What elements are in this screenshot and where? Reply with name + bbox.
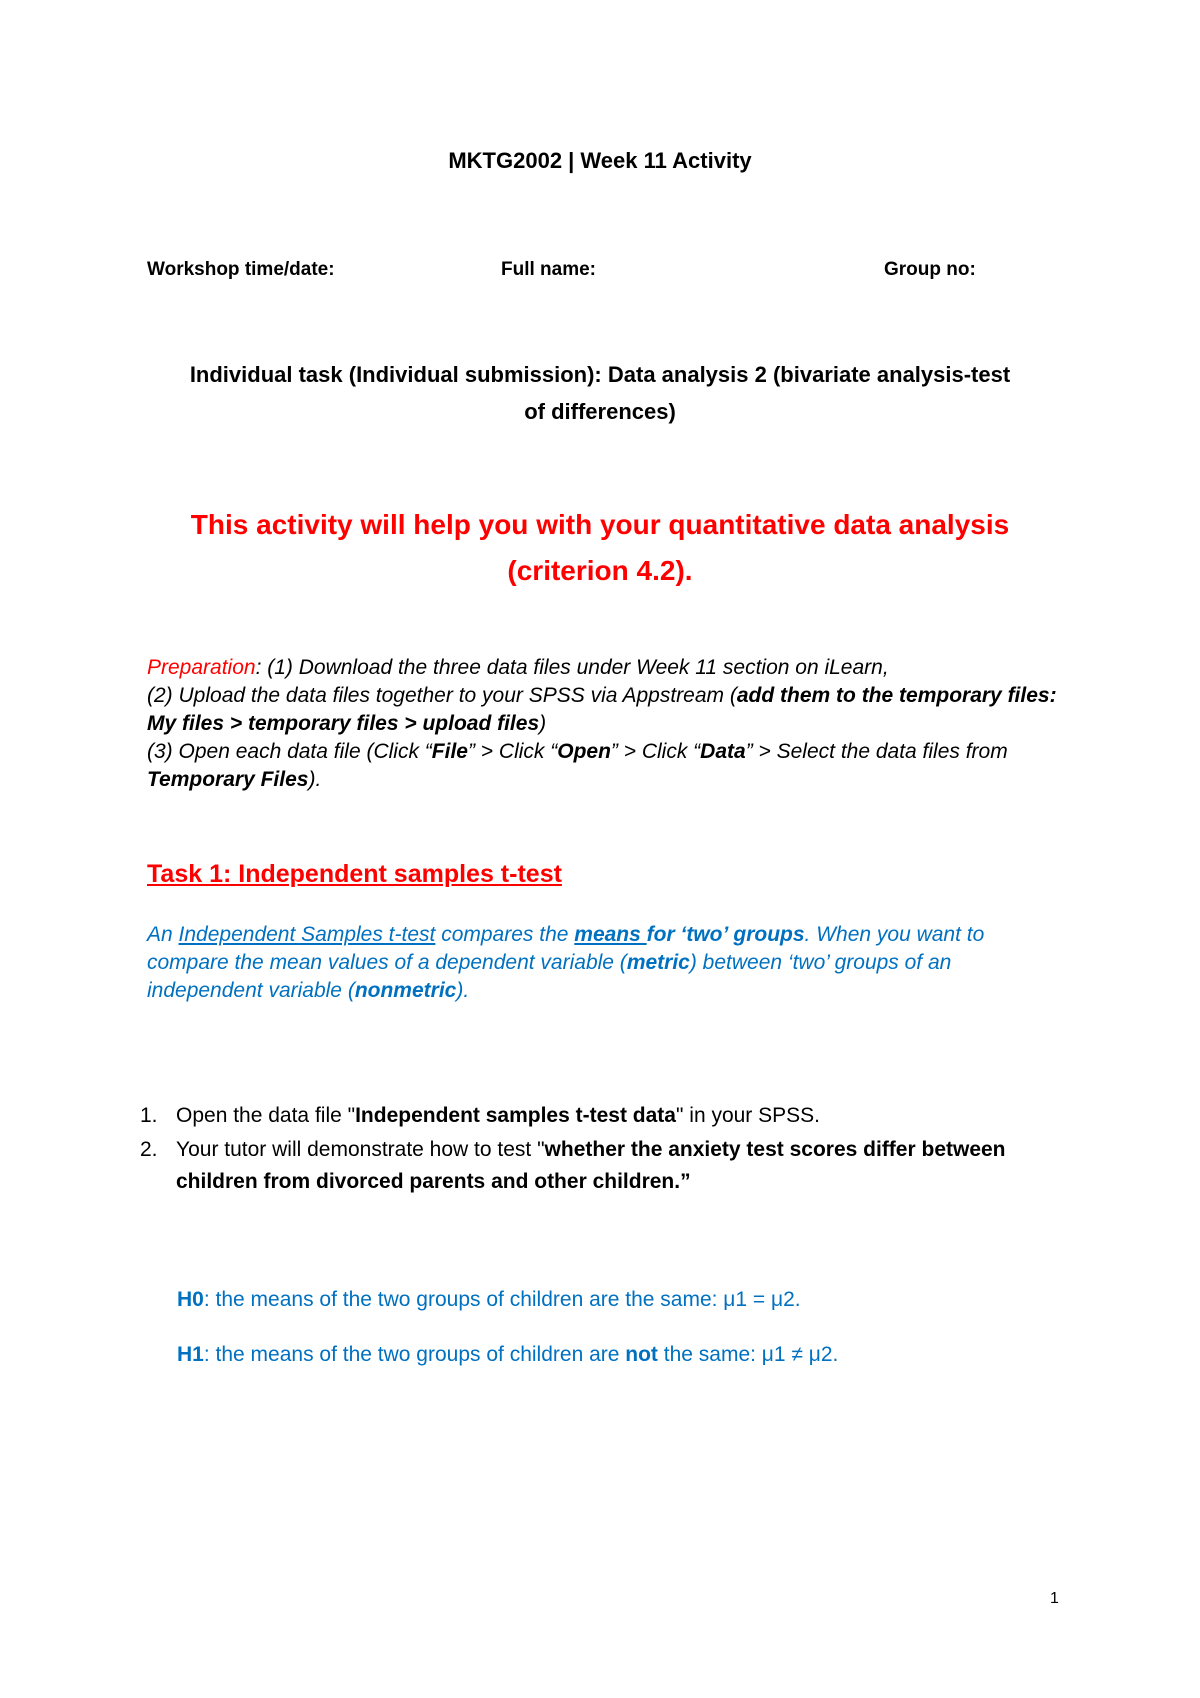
list-item-bold: Independent samples t-test data (355, 1104, 676, 1127)
preparation-step2-end: ) (539, 712, 547, 735)
preparation-step1: : (1) Download the three data files under Week 11 section on iLearn, (255, 656, 889, 679)
preparation-step3-sep1: ” > Click “ (467, 740, 558, 763)
document-title: MKTG2002 | Week 11 Activity (448, 148, 752, 173)
list-item-text-end: " in your SPSS. (675, 1104, 821, 1127)
list-item-number: 1. (140, 1104, 158, 1127)
task-heading (120, 356, 1080, 430)
h1-text-b: the same: μ1 ≠ μ2. (657, 1343, 839, 1366)
callout-line2: (criterion 4.2). (507, 555, 693, 586)
preparation-step3-end: ). (308, 768, 322, 791)
desc-metric: metric (626, 951, 690, 974)
hypothesis-h0 (177, 1288, 801, 1312)
preparation-step3-text: (3) Open each data file (Click “ (147, 740, 432, 763)
desc-text-e: ) between ‘two’ groups of an independent variable ( (147, 951, 952, 1002)
h1-not: not (625, 1343, 658, 1366)
preparation-step2-bold: add them to the temporary files: My files > temporary files > upload files (147, 684, 1057, 735)
task1-description (147, 921, 1067, 1005)
list-item-number: 2. (140, 1138, 158, 1161)
desc-means: means (574, 923, 647, 946)
task-heading-line2: of differences) (524, 399, 676, 424)
callout-line1: This activity will help you with your quantitative data analysis (190, 509, 1010, 540)
preparation-label: Preparation (147, 656, 256, 679)
steps-list (138, 1100, 1068, 1200)
group-field-label: Group no: (884, 259, 976, 280)
temporary-files-label: Temporary Files (147, 768, 309, 791)
desc-text-f: ). (456, 979, 470, 1002)
list-item-bold: whether the anxiety test scores differ between children from divorced parents and other children.” (176, 1138, 1006, 1193)
h0-text: : the means of the two groups of children are the same: μ1 = μ2. (203, 1288, 801, 1311)
h1-text-a: : the means of the two groups of children are (203, 1343, 626, 1366)
list-item (138, 1100, 1068, 1132)
desc-two-groups: for ‘two’ groups (646, 923, 805, 946)
desc-text-d: . When you want to compare the mean values of a dependent variable ( (147, 923, 985, 974)
preparation-step3-sep3: ” > Select the data files from (745, 740, 1008, 763)
list-item (138, 1134, 1068, 1198)
preparation-step2-text: (2) Upload the data files together to your SPSS via Appstream ( (147, 684, 737, 707)
workshop-field-label: Workshop time/date: (147, 259, 335, 280)
task-heading-line1: Individual task (Individual submission): Data analysis 2 (bivariate analysis-test (189, 362, 1011, 387)
h0-label: H0 (177, 1288, 204, 1311)
hypothesis-h1 (177, 1343, 838, 1367)
preparation-step3-sep2: ” > Click “ (610, 740, 701, 763)
menu-open-label: Open (557, 740, 611, 763)
menu-data-label: Data (700, 740, 746, 763)
independent-samples-link[interactable]: Independent Samples t-test (178, 923, 436, 946)
preparation-paragraph (147, 654, 1067, 794)
full-name-field-label: Full name: (501, 259, 597, 280)
desc-text-a: An (147, 923, 179, 946)
page-number: 1 (1050, 1590, 1059, 1607)
task1-heading: Task 1: Independent samples t-test (147, 860, 562, 888)
desc-nonmetric: nonmetric (354, 979, 457, 1002)
list-item-text: Open the data file " (176, 1104, 356, 1127)
criterion-callout (120, 502, 1080, 594)
desc-text-b: compares the (435, 923, 575, 946)
list-item-text: Your tutor will demonstrate how to test " (176, 1138, 545, 1161)
menu-file-label: File (431, 740, 468, 763)
h1-label: H1 (177, 1343, 204, 1366)
